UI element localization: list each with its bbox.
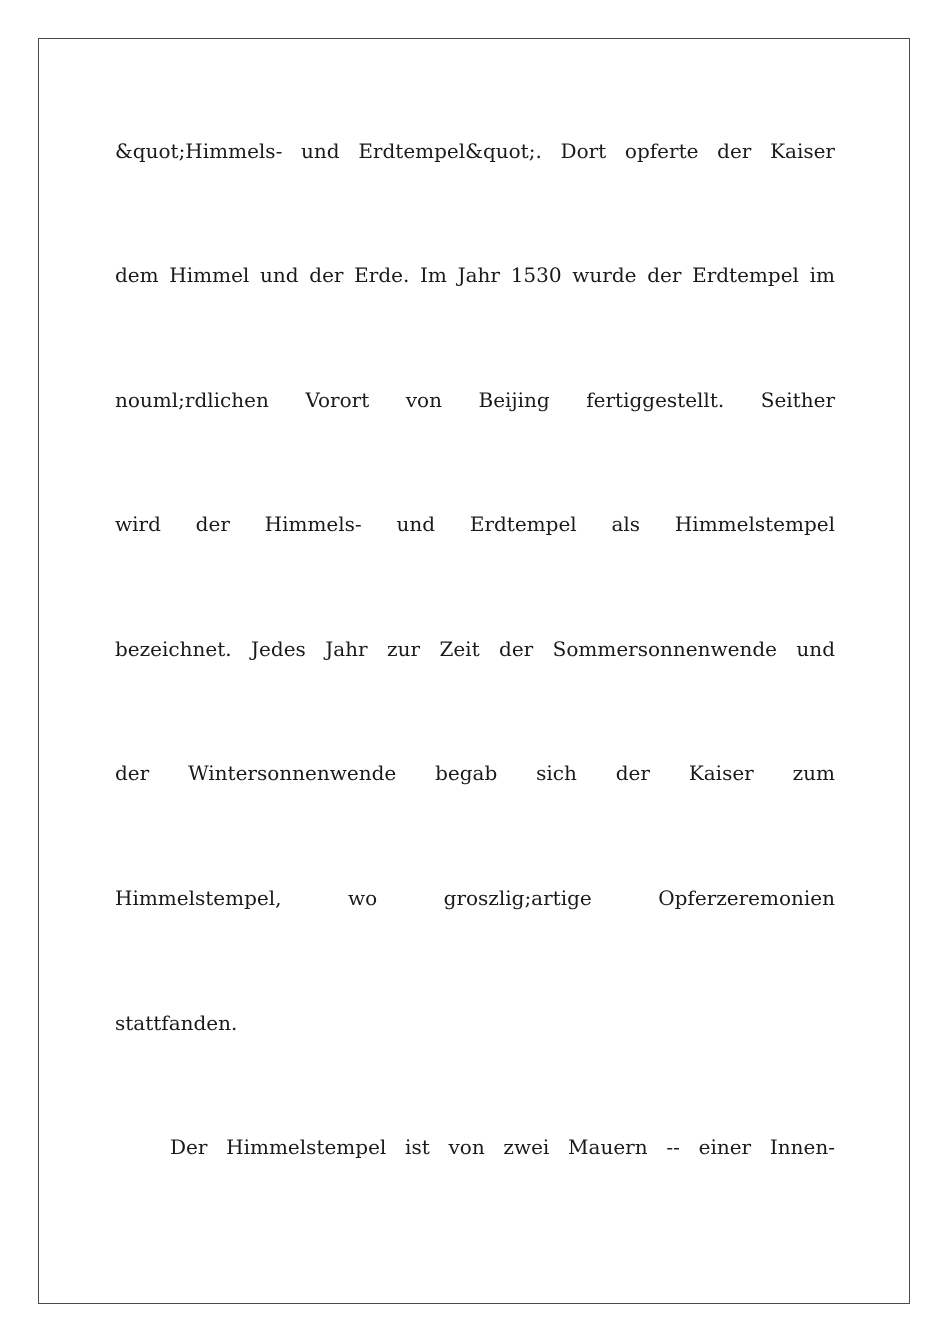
text-line: dem Himmel und der Erde. Im Jahr 1530 wurde der Erdtempel im <box>115 263 835 287</box>
text-line: nouml;rdlichen Vorort von Beijing fertiggestellt. Seither <box>115 388 835 412</box>
text-line: &quot;Himmels- und Erdtempel&quot;. Dort opferte der Kaiser <box>115 139 835 163</box>
text-line: der Wintersonnenwende begab sich der Kaiser zum <box>115 761 835 785</box>
paragraph-start-line: Der Himmelstempel ist von zwei Mauern -- einer Innen- <box>170 1135 835 1159</box>
text-line: wird der Himmels- und Erdtempel als Himmelstempel <box>115 512 835 536</box>
page-border <box>38 38 910 1304</box>
text-line: stattfanden. <box>115 1011 238 1035</box>
text-line: Himmelstempel, wo groszlig;artige Opferzeremonien <box>115 886 835 910</box>
text-line: bezeichnet. Jedes Jahr zur Zeit der Sommersonnenwende und <box>115 637 835 661</box>
